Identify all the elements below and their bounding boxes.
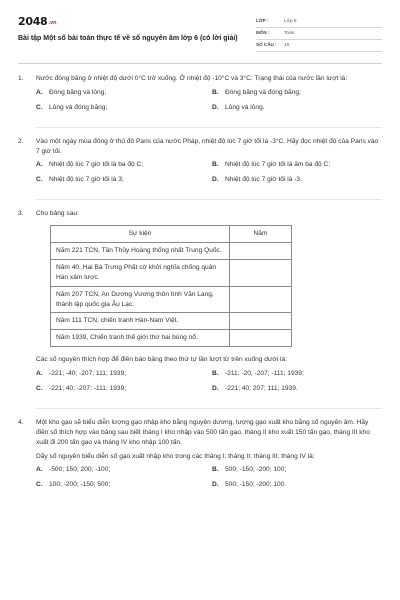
answer-options <box>36 369 382 394</box>
question-4 <box>18 418 382 500</box>
question-body <box>36 418 382 500</box>
table-header-row <box>51 226 292 243</box>
option-text: -221; 40; 207; 111; 1939. <box>225 385 298 393</box>
option-key: A. <box>36 88 43 96</box>
question-separator <box>36 127 382 128</box>
column-header-year: Năm <box>230 226 292 243</box>
option-key: D. <box>212 176 219 184</box>
document-header <box>18 14 382 58</box>
question-number: 3. <box>18 210 24 218</box>
question-separator <box>36 408 382 409</box>
answer-options <box>36 465 382 490</box>
question-text: Nước đóng băng ở nhiệt độ dưới 0°C trở xuống. Ở nhiệt độ -10°C và 3°C. Trạng thái của nước lần lượt là: <box>36 75 348 82</box>
option-a[interactable] <box>36 465 212 475</box>
option-key: C. <box>36 481 43 489</box>
question-text: Một kho gạo sẽ biểu diễn lượng gạo nhập kho bằng nguyên dương, lượng gạo xuất kho bằng số nguyên âm. Hãy điền số thích hợp vào bảng sau biết tháng I kho nhập vào 500 tấn gạo, tháng II kho xuất 150 tấn gạo, tháng III kho xuất đi 200 tấn gạo và tháng IV kho nhập 100 tấn. <box>36 418 370 446</box>
question-body <box>36 209 382 404</box>
option-key: A. <box>36 370 43 378</box>
meta-info <box>256 16 382 52</box>
event-cell: Năm 221 TCN, Tần Thủy Hoàng thống nhất Trung Quốc. <box>51 243 230 260</box>
option-a[interactable] <box>36 88 212 98</box>
table-row <box>51 330 292 347</box>
option-text: 100; -200; -150; 500; <box>49 481 111 489</box>
option-text: Nhiệt độ lúc 7 giờ tối là ba độ C; <box>49 161 144 169</box>
option-key: B. <box>212 88 219 96</box>
year-cell[interactable] <box>230 243 292 260</box>
option-d[interactable] <box>212 103 382 113</box>
question-number: 1. <box>18 75 24 82</box>
meta-row-count <box>256 40 382 52</box>
option-key: B. <box>212 466 219 474</box>
events-table <box>50 225 292 347</box>
question-text: Cho bảng sau: <box>36 210 79 218</box>
question-followup-text: Các số nguyên thích hợp để điền bào bảng theo thứ tự lần lượt từ trên xuống dưới là: <box>36 356 287 364</box>
option-key: D. <box>212 481 219 489</box>
table-row <box>51 259 292 286</box>
option-text: Lỏng và đóng băng; <box>49 103 108 111</box>
option-b[interactable] <box>212 369 382 379</box>
year-cell[interactable] <box>230 259 292 286</box>
option-d[interactable] <box>212 384 382 394</box>
answer-options <box>36 160 382 185</box>
option-key: C. <box>36 103 43 111</box>
question-text: Vào một ngày mùa đông ở thủ đô Paris của nước Pháp, nhiệt độ lúc 7 giờ tối là -3°C. Hãy đọc nhiệt độ của Paris vào 7 giờ tối. <box>36 137 379 155</box>
option-b[interactable] <box>212 88 382 98</box>
meta-value: 10 <box>284 42 290 48</box>
option-text: Lỏng và lỏng. <box>225 103 265 111</box>
meta-key: SỐ CÂU : <box>256 42 277 48</box>
question-3 <box>18 209 382 404</box>
site-logo[interactable] <box>18 14 250 31</box>
option-a[interactable] <box>36 369 212 379</box>
question-body <box>36 137 382 196</box>
option-text: Đóng băng và đóng băng; <box>225 88 301 96</box>
option-d[interactable] <box>212 175 382 185</box>
option-b[interactable] <box>212 465 382 475</box>
meta-key: LỚP : <box>256 18 269 24</box>
option-text: -221; -40; -207; 111; 1939; <box>49 370 127 378</box>
event-cell: Năm 207 TCN, An Dương Vương thôn tính Văn Lang, thành lập quốc gia Âu Lạc. <box>51 286 230 313</box>
option-c[interactable] <box>36 384 212 394</box>
meta-value: Toán <box>284 30 295 36</box>
option-d[interactable] <box>212 480 382 490</box>
logo-text: 2048 <box>18 15 48 28</box>
table-row <box>51 243 292 260</box>
option-key: C. <box>36 176 43 184</box>
option-text: Đóng băng và lỏng; <box>49 88 107 96</box>
option-key: C. <box>36 385 43 393</box>
logo-suffix: .vn <box>48 20 57 26</box>
year-cell[interactable] <box>230 330 292 347</box>
year-cell[interactable] <box>230 286 292 313</box>
question-separator <box>36 199 382 200</box>
option-text: -211; -20; -207; -111; 1939; <box>225 370 304 378</box>
option-c[interactable] <box>36 175 212 185</box>
meta-value: Lớp 6 <box>284 18 297 24</box>
option-key: B. <box>212 370 219 378</box>
option-text: 500; -150; -200; 100. <box>225 481 287 489</box>
question-2 <box>18 137 382 196</box>
document-title: Bài tập Một số bài toán thực tế về số nguyên âm lớp 6 (có lời giải) <box>18 34 238 42</box>
option-c[interactable] <box>36 480 212 490</box>
meta-key: MÔN : <box>256 30 270 36</box>
option-b[interactable] <box>212 160 382 170</box>
question-number: 2. <box>18 137 24 145</box>
meta-row-subject <box>256 28 382 40</box>
question-followup-text: Dãy số nguyên biểu diễn số gạo xuất nhập kho trong các tháng I; tháng II; tháng III; tháng IV là: <box>36 452 315 460</box>
option-key: A. <box>36 466 43 474</box>
event-cell: Năm 1939, Chiến tranh thế giới thứ hai bùng nổ. <box>51 330 230 347</box>
column-header-event: Sự kiện <box>51 226 230 243</box>
option-key: D. <box>212 103 219 111</box>
option-key: B. <box>212 161 219 169</box>
option-text: -500; 150; 200; -100; <box>49 466 111 474</box>
option-key: D. <box>212 385 219 393</box>
brand-block <box>18 14 250 43</box>
option-text: Nhiệt độ lúc 7 giờ tối là -3. <box>225 176 302 184</box>
option-text: 500; -150; -200; 100; <box>225 466 287 474</box>
answer-options <box>36 88 382 113</box>
question-body <box>36 74 382 123</box>
table-row <box>51 286 292 313</box>
option-text: -221; 40; -207; -111; 1939; <box>49 385 127 393</box>
option-a[interactable] <box>36 160 212 170</box>
question-number: 4. <box>18 418 24 426</box>
option-key: A. <box>36 161 43 169</box>
table-row <box>51 313 292 330</box>
year-cell[interactable] <box>230 313 292 330</box>
option-c[interactable] <box>36 103 212 113</box>
event-cell: Năm 111 TCN, chiến tranh Hán-Nam Việt. <box>51 313 230 330</box>
option-text: Nhiệt độ lúc 7 giờ tối là âm ba độ C; <box>225 161 331 169</box>
question-1 <box>18 74 382 123</box>
meta-row-grade <box>256 16 382 28</box>
event-cell: Năm 40, Hai Bà Trưng Phất cờ khởi nghĩa chống quân Hán xâm lược. <box>51 259 230 286</box>
header-divider <box>18 63 382 64</box>
option-text: Nhiệt độ lúc 7 giờ tối là 3; <box>49 176 124 184</box>
